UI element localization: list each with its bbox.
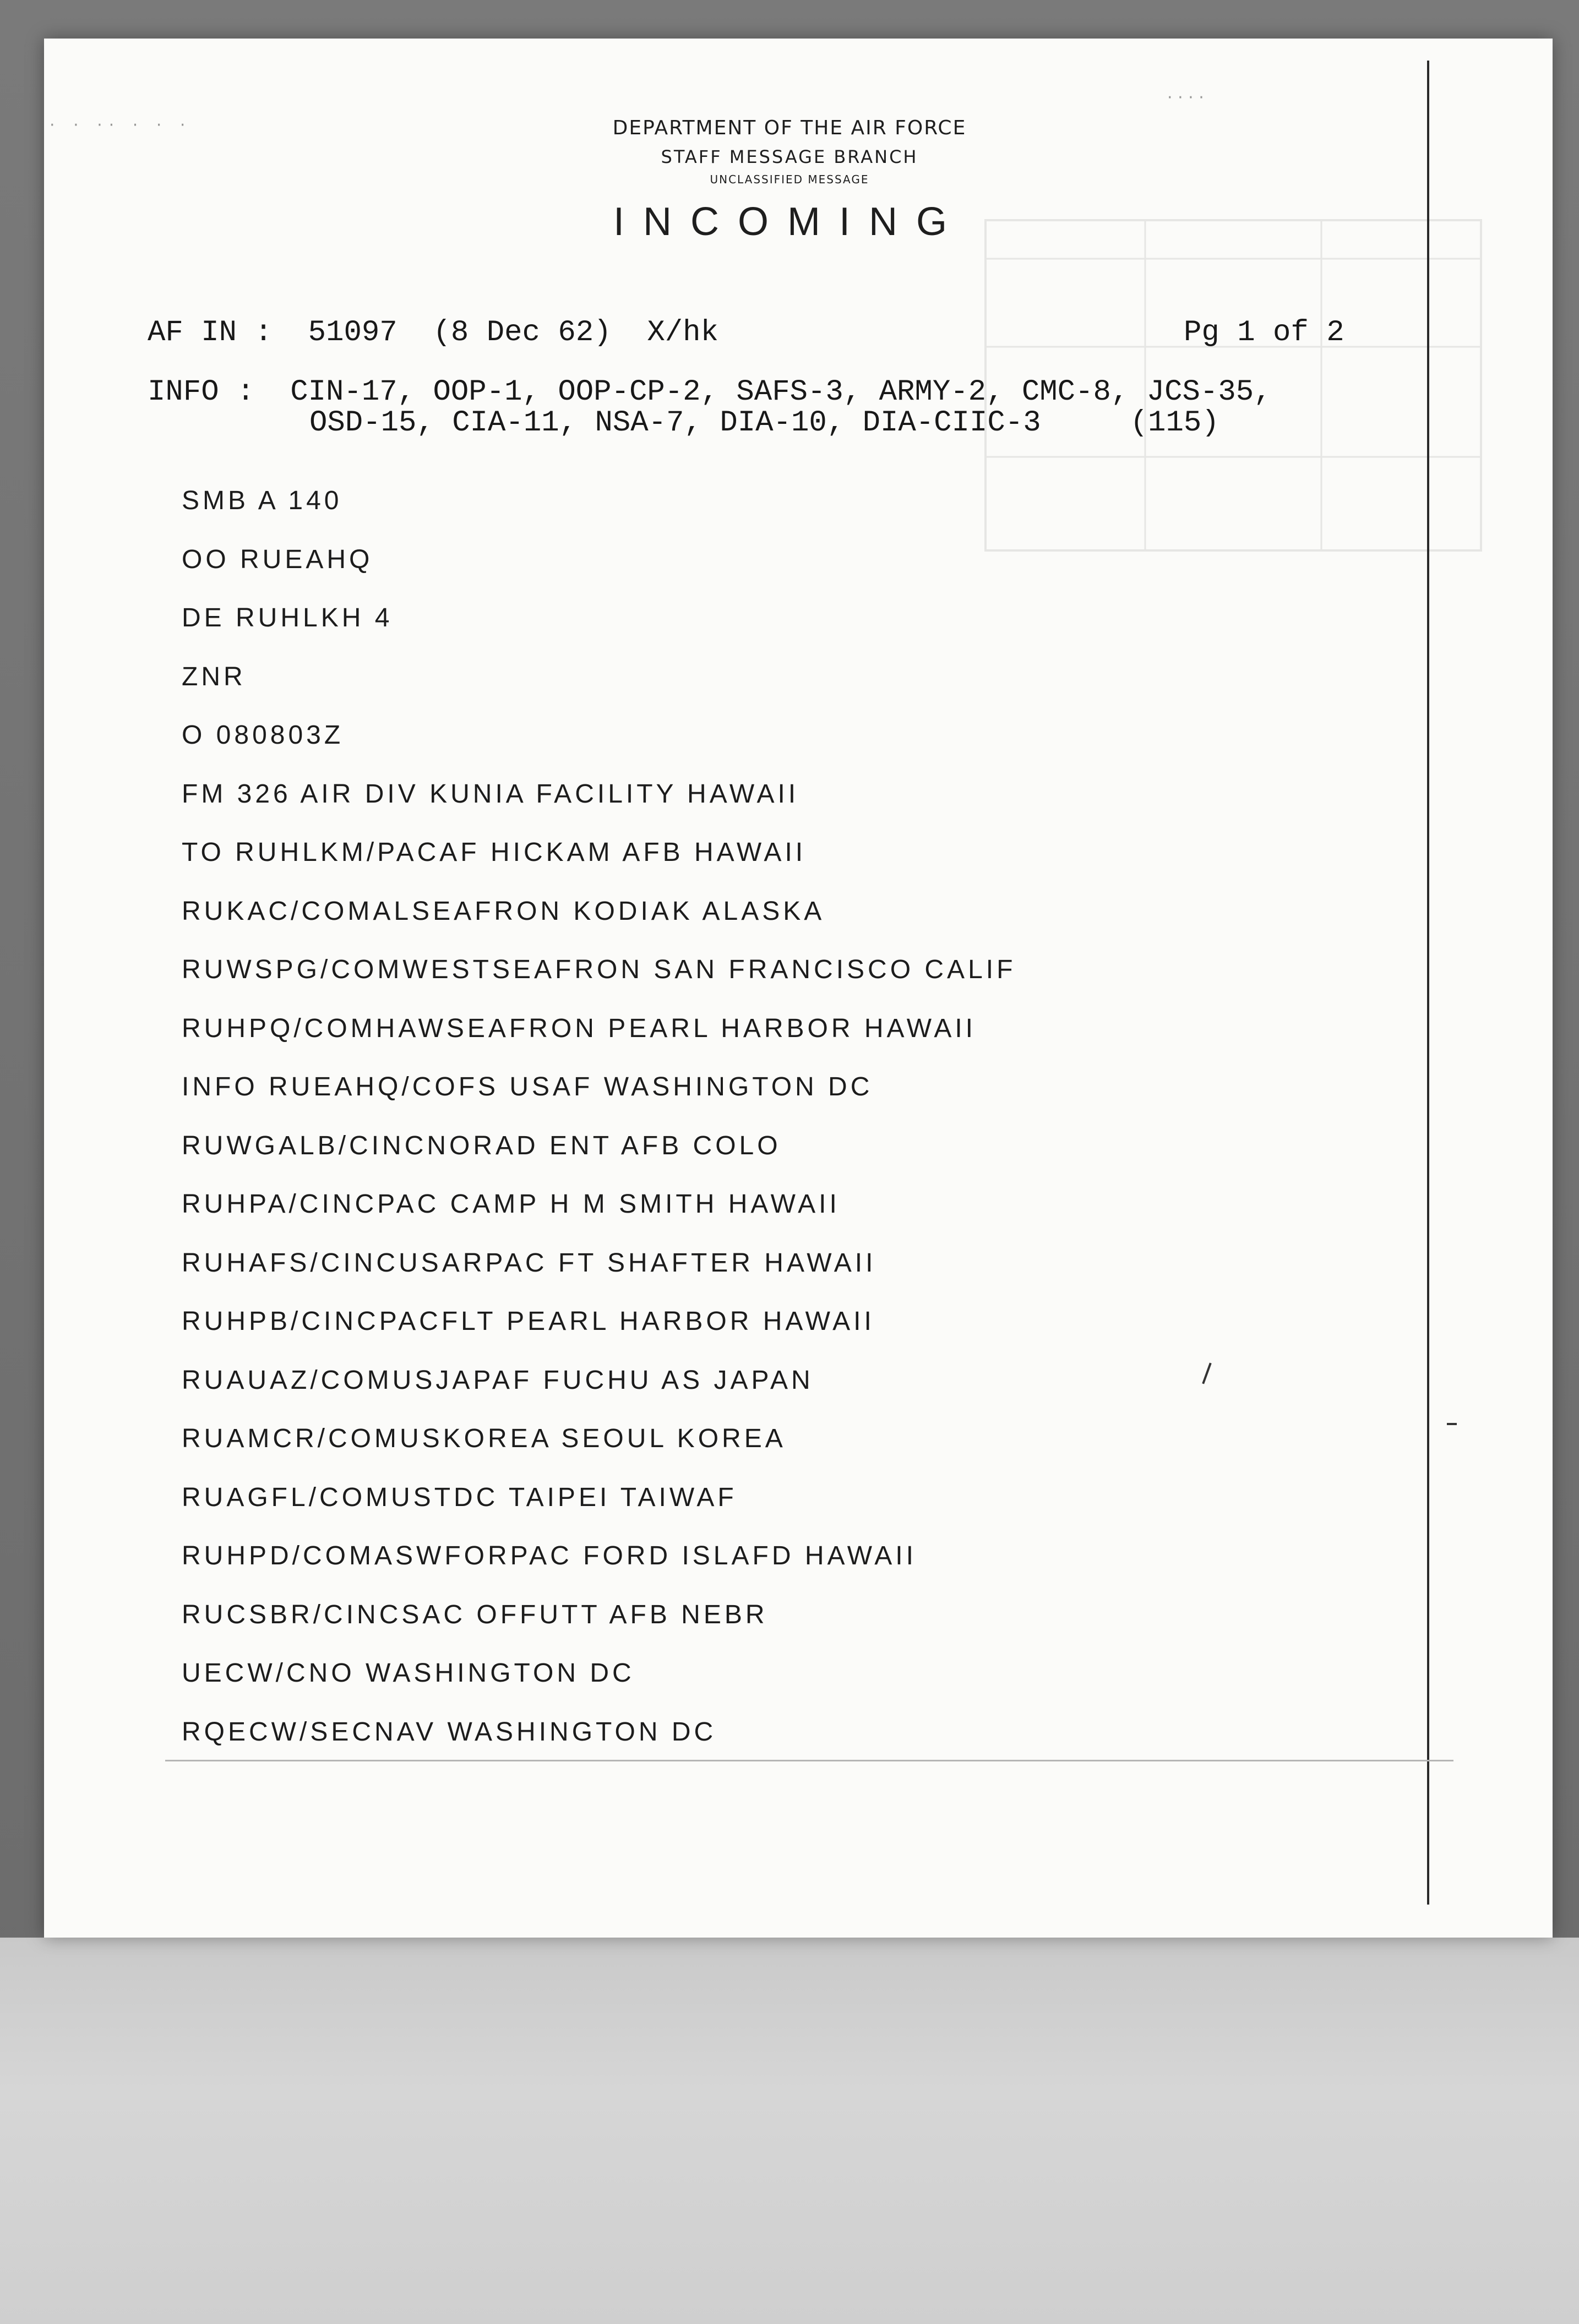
department-heading: DEPARTMENT OF THE AIR FORCE: [612, 117, 967, 139]
routing-line: ZNR: [182, 662, 246, 691]
pen-mark-edge: [1447, 1423, 1457, 1425]
routing-line: RUWGALB/CINCNORAD ENT AFB COLO: [182, 1131, 781, 1160]
routing-line: RUHPD/COMASWFORPAC FORD ISLAFD HAWAII: [182, 1541, 917, 1570]
routing-line: RUAMCR/COMUSKOREA SEOUL KOREA: [182, 1424, 786, 1453]
routing-line: RUKAC/COMALSEAFRON KODIAK ALASKA: [182, 896, 825, 926]
initials: X/hk: [647, 316, 718, 350]
message-date: (8 Dec 62): [433, 316, 612, 350]
info-distribution-1: CIN-17, OOP-1, OOP-CP-2, SAFS-3, ARMY-2, CMC-8, JCS-35,: [290, 375, 1272, 409]
routing-line: RUHPB/CINCPACFLT PEARL HARBOR HAWAII: [182, 1307, 875, 1336]
routing-line: FM 326 AIR DIV KUNIA FACILITY HAWAII: [182, 779, 799, 809]
routing-line: DE RUHLKH 4: [182, 603, 393, 632]
routing-line: RUWSPG/COMWESTSEAFRON SAN FRANCISCO CALIF: [182, 955, 1016, 984]
scan-specks: · · ·· · · ·: [50, 116, 192, 135]
routing-line: TO RUHLKM/PACAF HICKAM AFB HAWAII: [182, 838, 807, 867]
info-distribution-2: OSD-15, CIA-11, NSA-7, DIA-10, DIA-CIIC-3 (115): [309, 406, 1219, 440]
branch-heading: STAFF MESSAGE BRANCH: [661, 146, 918, 167]
routing-block: [182, 484, 1016, 1774]
classification-label: UNCLASSIFIED MESSAGE: [710, 173, 869, 186]
routing-line: RUHAFS/CINCUSARPAC FT SHAFTER HAWAII: [182, 1248, 876, 1278]
page-edge-line: [1427, 61, 1429, 1905]
routing-line: SMB A 140: [182, 486, 342, 515]
info-line: [148, 375, 1272, 409]
af-in-line: [148, 316, 718, 350]
info-label: INFO :: [148, 375, 255, 409]
document-title: INCOMING: [613, 200, 966, 244]
routing-line: RQECW/SECNAV WASHINGTON DC: [182, 1717, 717, 1747]
af-in-number: 51097: [308, 316, 398, 350]
routing-line: RUAGFL/COMUSTDC TAIPEI TAIWAF: [182, 1482, 737, 1512]
routing-line: RUAUAZ/COMUSJAPAF FUCHU AS JAPAN: [182, 1365, 814, 1395]
scanner-bed: [0, 1938, 1579, 2324]
routing-line: RUHPA/CINCPAC CAMP H M SMITH HAWAII: [182, 1190, 840, 1219]
scan-specks-right: · · · ·: [1167, 88, 1204, 107]
af-in-label: AF IN :: [148, 316, 273, 350]
routing-line: O 080803Z: [182, 721, 344, 750]
routing-line: INFO RUEAHQ/COFS USAF WASHINGTON DC: [182, 1072, 873, 1101]
routing-line: UECW/CNO WASHINGTON DC: [182, 1659, 635, 1688]
bleed-through-table: [980, 209, 1487, 842]
page-indicator: Pg 1 of 2: [1184, 316, 1344, 350]
routing-line: OO RUEAHQ: [182, 544, 373, 574]
routing-line: RUHPQ/COMHAWSEAFRON PEARL HARBOR HAWAII: [182, 1013, 976, 1043]
routing-line: RUCSBR/CINCSAC OFFUTT AFB NEBR: [182, 1600, 768, 1629]
